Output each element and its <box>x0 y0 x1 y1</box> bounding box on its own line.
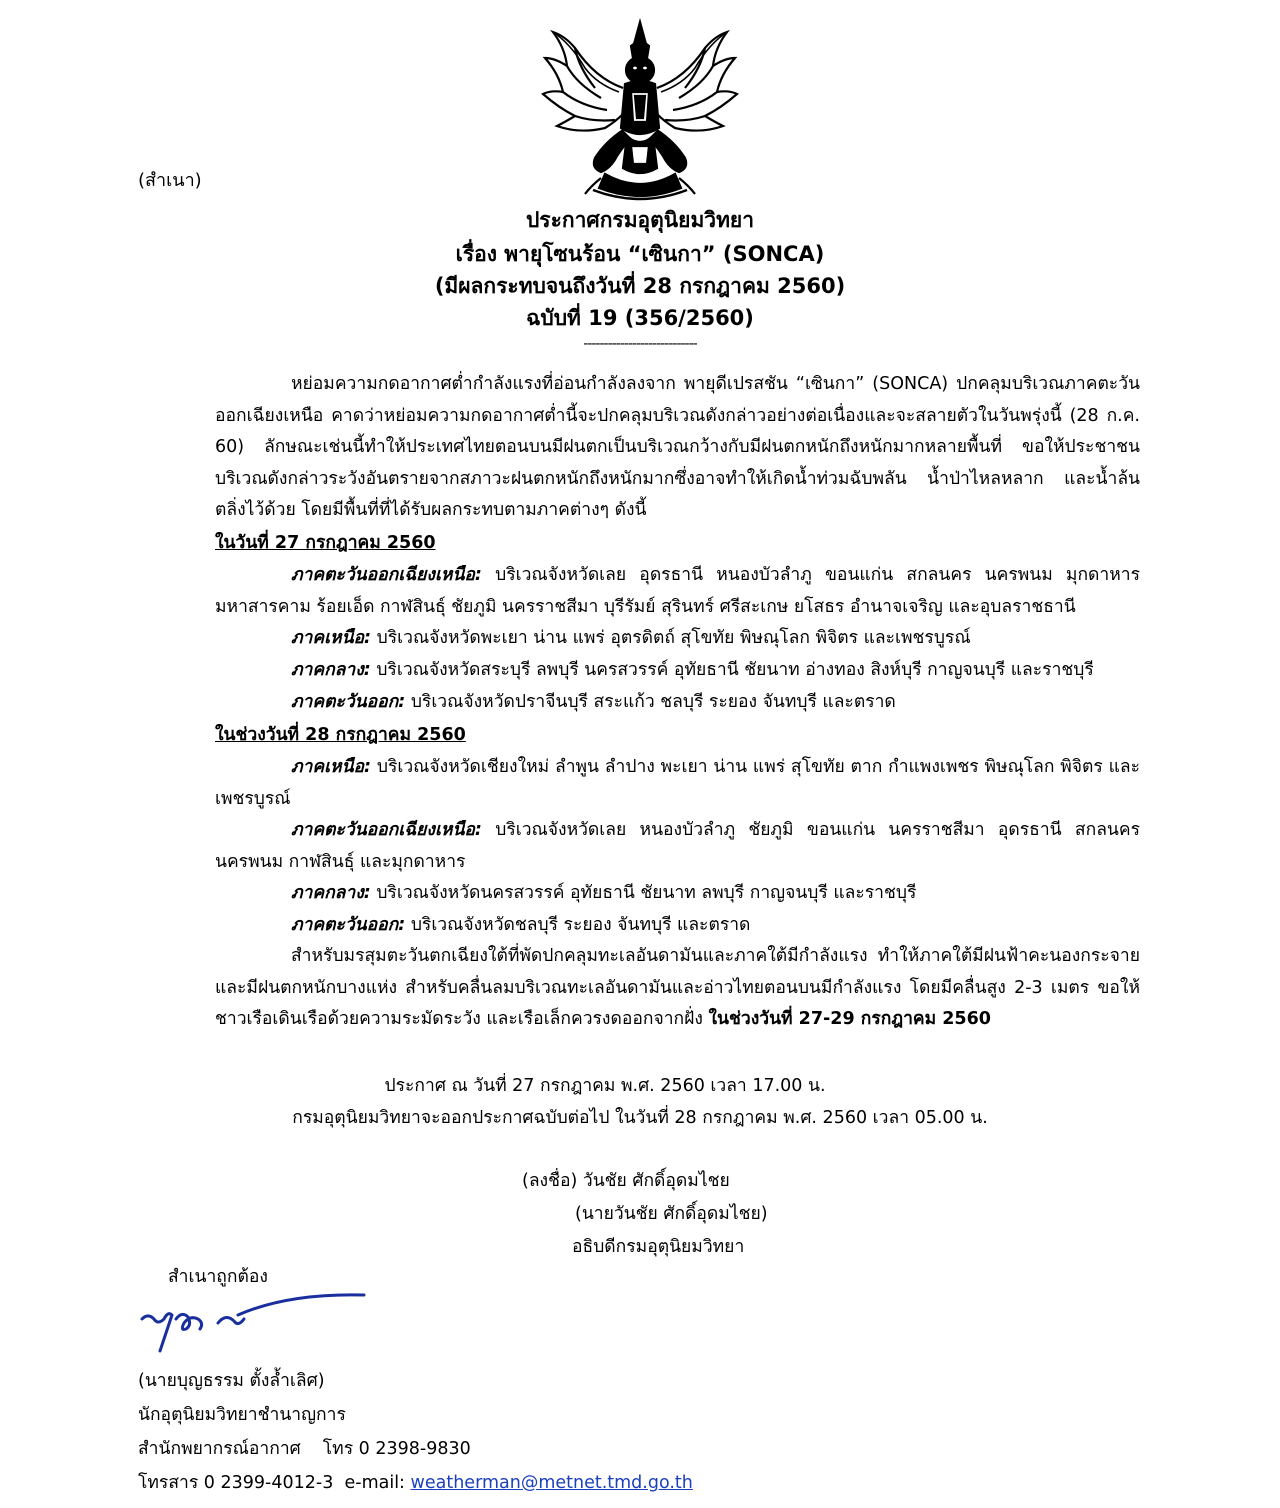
monsoon-paragraph <box>215 941 1140 1036</box>
day1-title: ในวันที่ 27 กรกฎาคม 2560 <box>215 533 436 553</box>
separator-line: ---------------------------- <box>583 336 697 352</box>
monsoon-text: สำหรับมรสุมตะวันตกเฉียงใต้ที่พัดปกคลุมทะเลอันดามันและภาคใต้มีกำลังแรง ทำให้ภาคใต้มีฝนฟ้าคะนองกระจายและมีฝนตกหนักบางแห่ง สำหรับคลื่นลมบริเวณทะเลอันดามันและอ่าวไทยตอนบนมีกำลังแรง โดยมีคลื่นสูง 2-3 เมตร ขอให้ชาวเรือเดินเรือด้วยความระมัดระวัง และเรือเล็กควรงดออกจากฝั่ง <box>215 946 1140 1029</box>
handwritten-signature <box>138 1285 378 1355</box>
announcement-date: ประกาศ ณ วันที่ 27 กรกฎาคม พ.ศ. 2560 เวลา 17.00 น. <box>384 1076 826 1096</box>
intro-paragraph: หย่อมความกดอากาศต่ำกำลังแรงที่อ่อนกำลังลงจาก พายุดีเปรสชัน “เซินกา” (SONCA) ปกคลุมบริเวณภาคตะวันออกเฉียงเหนือ คาดว่าหย่อมความกดอากาศต่ำนี้จะปกคลุมบริเวณดังกล่าวอย่างต่อเนื่องและจะสลายตัวในวันพรุ่งนี้ (28 ก.ค. 60) ลักษณะเช่นนี้ทำให้ประเทศไทยตอนบนมีฝนตกเป็นบริเวณกว้างกับมีฝนตกหนักถึงหนักมากหลายพื้นที่ ขอให้ประชาชนบริเวณดังกล่าวระวังอันตรายจากสภาวะฝนตกหนักถึงหนักมากซึ่งอาจทำให้เกิดน้ำท่วมฉับพลัน น้ำป่าไหลหลาก และน้ำล้นตลิ่งไว้ด้วย โดยมีพื้นที่ที่ได้รับผลกระทบตามภาคต่างๆ ดังนี้ <box>215 374 1140 520</box>
fax-email-contact <box>138 1467 693 1499</box>
day2-region-northeast <box>215 815 1140 878</box>
region-name: ภาคตะวันออก: <box>291 692 406 712</box>
day1-region-central <box>215 655 1140 687</box>
garuda-emblem-icon <box>535 18 745 208</box>
region-provinces: บริเวณจังหวัดชลบุรี ระยอง จันทบุรี และตราด <box>405 915 751 935</box>
region-name: ภาคกลาง: <box>291 660 371 680</box>
next-announcement: กรมอุตุนิยมวิทยาจะออกประกาศฉบับต่อไป ในวันที่ 28 กรกฎาคม พ.ศ. 2560 เวลา 05.00 น. <box>292 1108 988 1128</box>
region-name: ภาคตะวันออกเฉียงเหนือ: <box>291 820 482 840</box>
region-provinces: บริเวณจังหวัดเชียงใหม่ ลำพูน ลำปาง พะเยา น่าน แพร่ สุโขทัย ตาก กำแพงเพชร พิษณุโลก พิจิตร และเพชรบูรณ์ <box>215 757 1140 809</box>
day1-region-north <box>215 623 1140 655</box>
region-provinces: บริเวณจังหวัดเลย หนองบัวลำภู ชัยภูมิ ขอนแก่น นครราชสีมา อุดรธานี สกลนคร นครพนม กาฬสินธุ์ และมุกดาหาร <box>215 820 1140 872</box>
region-provinces: บริเวณจังหวัดเลย อุดรธานี หนองบัวลำภู ขอนแก่น สกลนคร นครพนม มุกดาหาร มหาสารคาม ร้อยเอ็ด กาฬสินธุ์ ชัยภูมิ นครราชสีมา บุรีรัมย์ สุรินทร์ ศรีสะเกษ ยโสธร อำนาจเจริญ และอุบลราชธานี <box>215 565 1140 617</box>
monsoon-period: ในช่วงวันที่ 27-29 กรกฎาคม 2560 <box>708 1009 991 1029</box>
region-provinces: บริเวณจังหวัดปราจีนบุรี สระแก้ว ชลบุรี ระยอง จันทบุรี และตราด <box>405 692 896 712</box>
day2-region-central <box>215 878 1140 910</box>
office-name: สำนักพยากรณ์อากาศ <box>138 1439 301 1459</box>
region-name: ภาคตะวันออก: <box>291 915 406 935</box>
region-provinces: บริเวณจังหวัดสระบุรี ลพบุรี นครสวรรค์ อุทัยธานี ชัยนาท อ่างทอง สิงห์บุรี กาญจนบุรี และราชบุรี <box>370 660 1094 680</box>
email-label: e-mail: <box>344 1473 405 1493</box>
signatory-name: (นายวันชัย ศักดิ์อุดมไชย) <box>575 1204 768 1224</box>
announcement-subject: เรื่อง พายุโซนร้อน “เซินกา” (SONCA) <box>455 242 825 266</box>
office-phone: โทร 0 2398-9830 <box>322 1439 471 1459</box>
announcement-issue: ฉบับที่ 19 (356/2560) <box>526 306 754 330</box>
region-name: ภาคเหนือ: <box>291 628 372 648</box>
signed-line: (ลงชื่อ) วันชัย ศักดิ์อุดมไชย <box>522 1171 730 1191</box>
signatory-position: อธิบดีกรมอุตุนิยมวิทยา <box>572 1237 745 1257</box>
region-name: ภาคตะวันออกเฉียงเหนือ: <box>291 565 482 585</box>
office-contact <box>138 1433 471 1465</box>
certifier-position: นักอุตุนิยมวิทยาชำนาญการ <box>138 1405 346 1425</box>
day1-region-northeast <box>215 560 1140 623</box>
day2-region-north <box>215 752 1140 815</box>
announcement-effect: (มีผลกระทบจนถึงวันที่ 28 กรกฎาคม 2560) <box>434 274 846 298</box>
day2-region-east <box>215 910 1140 942</box>
region-name: ภาคเหนือ: <box>291 757 372 777</box>
certifier-name: (นายบุญธรรม ตั้งล้ำเลิศ) <box>138 1371 325 1391</box>
day2-title: ในช่วงวันที่ 28 กรกฎาคม 2560 <box>215 725 466 745</box>
fax-number: โทรสาร 0 2399-4012-3 <box>138 1473 334 1493</box>
region-provinces: บริเวณจังหวัดพะเยา น่าน แพร่ อุตรดิตถ์ สุโขทัย พิษณุโลก พิจิตร และเพชรบูรณ์ <box>371 628 971 648</box>
copy-mark: (สำเนา) <box>138 170 202 191</box>
region-provinces: บริเวณจังหวัดนครสวรรค์ อุทัยธานี ชัยนาท ลพบุรี กาญจนบุรี และราชบุรี <box>370 883 917 903</box>
announcement-title: ประกาศกรมอุตุนิยมวิทยา <box>525 208 755 232</box>
day1-region-east <box>215 687 1140 719</box>
region-name: ภาคกลาง: <box>291 883 371 903</box>
certified-copy-label: สำเนาถูกต้อง <box>168 1267 268 1287</box>
email-link[interactable]: weatherman@metnet.tmd.go.th <box>410 1473 693 1493</box>
